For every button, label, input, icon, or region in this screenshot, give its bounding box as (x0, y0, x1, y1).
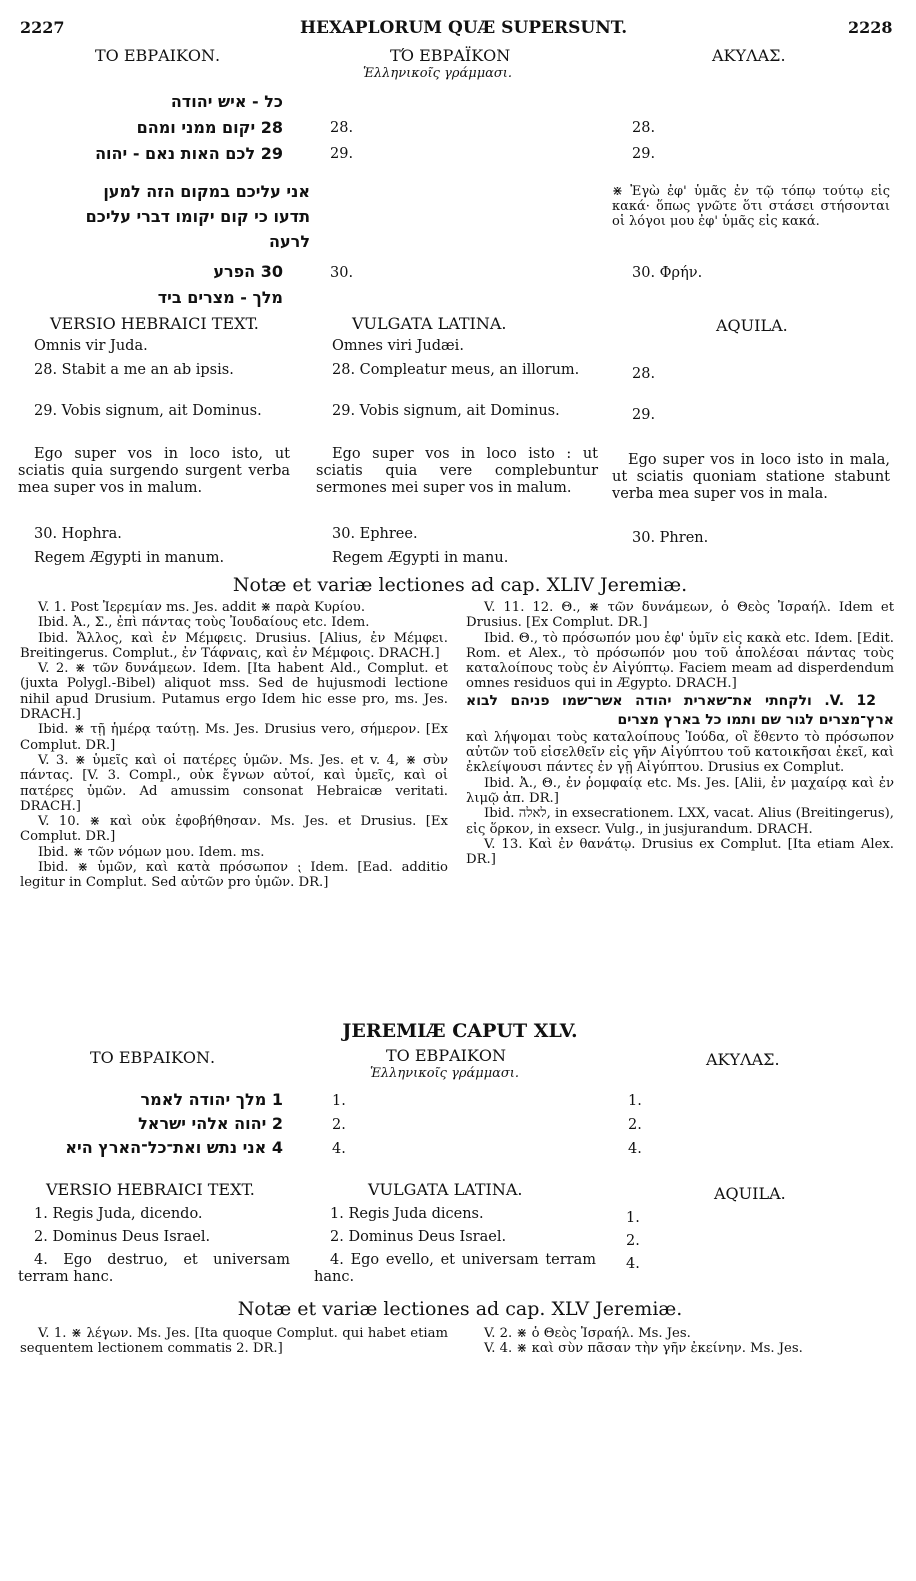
hebrew-line: 1 מלך יהודה לאמר (140, 1090, 283, 1109)
vulgata-line: 4. Ego evello, et universam terram hanc. (314, 1252, 596, 1285)
col-subhead-transliteration: Ἑλληνικοῖς γράμμασι. (363, 66, 513, 81)
note-entry: Ibid. ⋇ τῶν νόμων μου. Idem. ms. (38, 844, 265, 860)
aquila-line: 30. Phren. (632, 530, 709, 546)
hebrew-line: תדעו כי קום יקומו דברי עליכם (85, 207, 310, 226)
col-head-hebraicon: ΤΟ ΕΒΡΑΙΚΟΝ. (90, 1048, 216, 1067)
col-head-vulgata: VULGATA LATINA. (352, 314, 507, 333)
versio-line: 2. Dominus Deus Israel. (34, 1229, 211, 1245)
hebrew-line: 29 לכם האות נאם - יהוה (95, 144, 283, 163)
verse-number: 28. (632, 120, 656, 136)
versio-line: Regem Ægypti in manum. (34, 550, 225, 566)
notes-title: Notæ et variæ lectiones ad cap. XLIV Jeremiæ. (232, 574, 688, 596)
notes-right-column (466, 1326, 894, 1357)
note-entry: Ibid. לאלה, in exsecrationem. LXX, vacat. Alius (Breitingerus), εἰς ὅρκον, in exsecr. Vulg., in jusjurandum. DRACH. (466, 806, 894, 837)
note-entry: Ibid. Θ., τὸ πρόσωπόν μου ἐφ' ὑμῖν εἰς κακὰ etc. Idem. [Edit. Rom. et Alex., τὸ πρόσωπόν μου τοῦ ἀπολέσαι πάντας τοὺς καταλοίπους τοὺς ἐν Αἰγύπτῳ. Faciem meam ad disperdendum omnes residuos qui in Ægypto. DRACH.] (466, 630, 894, 692)
note-entry: V. 2. ⋇ ὁ Θεὸς Ἰσραήλ. Ms. Jes. (484, 1326, 691, 1341)
col-subhead-transliteration: Ἑλληνικοῖς γράμμασι. (370, 1066, 520, 1081)
versio-line: Ego super vos in loco isto, ut sciatis quia surgendo surgent verba mea super vos in malum. (18, 446, 290, 496)
verse-number: 1. (332, 1093, 346, 1109)
vulgata-line: 28. Compleatur meus, an illorum. (332, 362, 580, 378)
versio-line: 1. Regis Juda, dicendo. (34, 1206, 203, 1222)
running-title: HEXAPLORUM QUÆ SUPERSUNT. (300, 18, 628, 38)
versio-line: 28. Stabit a me an ab ipsis. (34, 362, 234, 378)
col-head-aquila-greek: ΑΚΥΛΑΣ. (712, 46, 786, 65)
hebrew-line: אני עליכם במקום הזה למען (103, 182, 310, 201)
versio-line: Omnis vir Juda. (34, 338, 148, 354)
aquila-line: 2. (626, 1233, 640, 1249)
vulgata-line: Regem Ægypti in manu. (332, 550, 509, 566)
verse-number: 4. (332, 1141, 346, 1157)
verse-number: 28. (330, 120, 354, 136)
vulgata-line: 29. Vobis signum, ait Dominus. (332, 403, 560, 419)
aquila-line: 4. (626, 1256, 640, 1272)
vulgata-line: Ego super vos in loco isto : ut sciatis quia vere complebuntur sermones mei super vos in malum. (316, 446, 598, 496)
note-entry: V. 2. ⋇ τῶν δυνάμεων. Idem. [Ita habent Ald., Complut. et (juxta Polygl.-Bibel) aliquot mss. Sed de hujusmodi lectione nihil apud Drusium. Putamus ergo Idem hic esse pro, ms. Jes. DRACH.] (20, 661, 448, 723)
hebrew-line: 28 יקום ממני ומהם (136, 118, 283, 137)
aquila-line: Ego super vos in loco isto in mala, ut sciatis quoniam statione stabunt verba mea super vos in mala. (612, 452, 890, 502)
verse-number: 2. (628, 1117, 642, 1133)
note-entry: V. 13. Καὶ ἐν θανάτῳ. Drusius ex Complut. [Ita etiam Alex. DR.] (466, 836, 894, 868)
note-entry: V. 1. Post Ἰερεμίαν ms. Jes. addit ⋇ παρὰ Κυρίου. (38, 600, 366, 615)
notes-left-column (20, 1326, 448, 1357)
col-head-aquila: AQUILA. (716, 316, 788, 335)
note-entry: καὶ λήψομαι τοὺς καταλοίπους Ἰούδα, οἳ ἔθεντο τὸ πρόσωπον αὐτῶν τοῦ εἰσελθεῖν εἰς γῆν Αἰγύπτου τοῦ κατοικῆσαι ἐκεῖ, καὶ ἐκλείψουσι πάντες ἐν γῇ Αἰγύπτου. Drusius ex Complut. (466, 729, 894, 776)
verse-number: 4. (628, 1141, 642, 1157)
versio-line: 30. Hophra. (34, 526, 122, 542)
col-head-hebraicon: ΤΟ ΕΒΡΑΙΚΟΝ. (95, 46, 221, 65)
note-entry: V. 4. ⋇ καὶ σὺν πᾶσαν τὴν γῆν ἐκείνην. Ms. Jes. (484, 1341, 803, 1357)
note-entry: Ibid. ⋇ ὑμῶν, καὶ κατὰ πρόσωπον ⁏ Idem. [Ead. additio legitur in Complut. Sed αὐτῶν pro ὑμῶν. DR.] (20, 860, 448, 891)
note-entry-hebrew: V. 12. ולקחתי את־שארית יהודה אשר־שמו פניהם לבוא ארץ־מצרים לגור שם ותמו כל בארץ מצרים (466, 692, 894, 728)
note-entry: V. 11. 12. Θ., ⋇ τῶν δυνάμεων, ὁ Θεὸς Ἰσραήλ. Idem et Drusius. [Ex Complut. DR.] (466, 600, 894, 631)
notes-right-column (466, 600, 894, 867)
vulgata-line: 1. Regis Juda dicens. (330, 1206, 484, 1222)
verse-number: 29. (330, 146, 354, 162)
col-head-transliteration: ΤΟ ΕΒΡΑΙΚΟΝ (386, 1046, 507, 1065)
notes-title: Notæ et variæ lectiones ad cap. XLV Jeremiæ. (237, 1298, 683, 1320)
versio-line: 29. Vobis signum, ait Dominus. (34, 403, 262, 419)
verse-number: 2. (332, 1117, 346, 1133)
note-entry: V. 10. ⋇ καὶ οὐκ ἐφοβήθησαν. Ms. Jes. et Drusius. [Ex Complut. DR.] (20, 814, 448, 845)
col-head-transliteration: ΤΌ ΕΒΡΑΪΚΟΝ (390, 46, 511, 65)
page-number-right: 2228 (848, 18, 893, 37)
note-entry: Ibid. Ἀ., Θ., ἐν ῥομφαίᾳ etc. Ms. Jes. [Alii, ἐν μαχαίρᾳ καὶ ἐν λιμῷ ἀπ. DR.] (466, 775, 894, 806)
vulgata-line: 30. Ephree. (332, 526, 418, 542)
verse-number: 1. (628, 1093, 642, 1109)
col-head-versio: VERSIO HEBRAICI TEXT. (46, 1180, 255, 1199)
hebrew-line: מלך - מצרים ביד (157, 288, 283, 307)
note-entry: V. 3. ⋇ ὑμεῖς καὶ οἱ πατέρες ὑμῶν. Ms. Jes. et v. 4, ⋇ σὺν πάντας. [V. 3. Compl., οὐκ ἔγνων αὐτοί, καὶ ὑμεῖς, καὶ οἱ πατέρες ὑμῶν. Ad amussim consonat Hebraicæ veritati. DRACH.] (20, 752, 448, 814)
hebrew-line: כל - איש יהודה (170, 92, 283, 111)
notes-left-column (20, 600, 448, 891)
hebrew-line: לרעה (269, 232, 310, 251)
col-head-aquila-greek: ΑΚΥΛΑΣ. (706, 1050, 780, 1069)
aquila-line: 29. (632, 407, 656, 423)
verse-number: 30. Φρήν. (632, 265, 703, 281)
versio-line: 4. Ego destruo, et universam terram hanc. (18, 1252, 290, 1285)
verse-number: 29. (632, 146, 656, 162)
hebrew-line: 4 אני נתש ואת־כל־הארץ היא (65, 1138, 283, 1157)
vulgata-line: Omnes viri Judæi. (332, 338, 464, 354)
col-head-versio: VERSIO HEBRAICI TEXT. (50, 314, 259, 333)
aquila-greek-text: ⋇ Ἐγὼ ἐφ' ὑμᾶς ἐν τῷ τόπῳ τούτῳ εἰς κακά· ὅπως γνῶτε ὅτι στάσει στήσονται οἱ λόγοι μου ἐφ' ὑμᾶς εἰς κακά. (612, 184, 890, 229)
aquila-line: 28. (632, 366, 656, 382)
hebrew-line: 2 יהוה אלהי ישראל (138, 1114, 283, 1133)
note-entry: V. 1. ⋇ λέγων. Ms. Jes. [Ita quoque Complut. qui habet etiam sequentem lectionem commatis 2. DR.] (20, 1326, 448, 1357)
note-entry: Ibid. Ἀ., Σ., ἐπὶ πάντας τοὺς Ἰουδαίους etc. Idem. (38, 615, 370, 631)
hebrew-line: 30 הפרע (213, 262, 283, 281)
aquila-line: 1. (626, 1210, 640, 1226)
vulgata-line: 2. Dominus Deus Israel. (330, 1229, 507, 1245)
col-head-aquila: AQUILA. (714, 1184, 786, 1203)
note-entry: Ibid. Ἄλλος, καὶ ἐν Μέμφεις. Drusius. [Alius, ἐν Μέμφει. Breitingerus. Complut., ἐν Τάφναις, καὶ ἐν Μέμφοις. DRACH.] (20, 630, 448, 661)
verse-number: 30. (330, 265, 354, 281)
note-entry: Ibid. ⋇ τῇ ἡμέρᾳ ταύτῃ. Ms. Jes. Drusius vero, σήμερον. [Ex Complut. DR.] (20, 722, 448, 753)
chapter-title: JEREMIÆ CAPUT XLV. (342, 1020, 578, 1042)
col-head-vulgata: VULGATA LATINA. (368, 1180, 523, 1199)
page-number-left: 2227 (20, 18, 65, 37)
